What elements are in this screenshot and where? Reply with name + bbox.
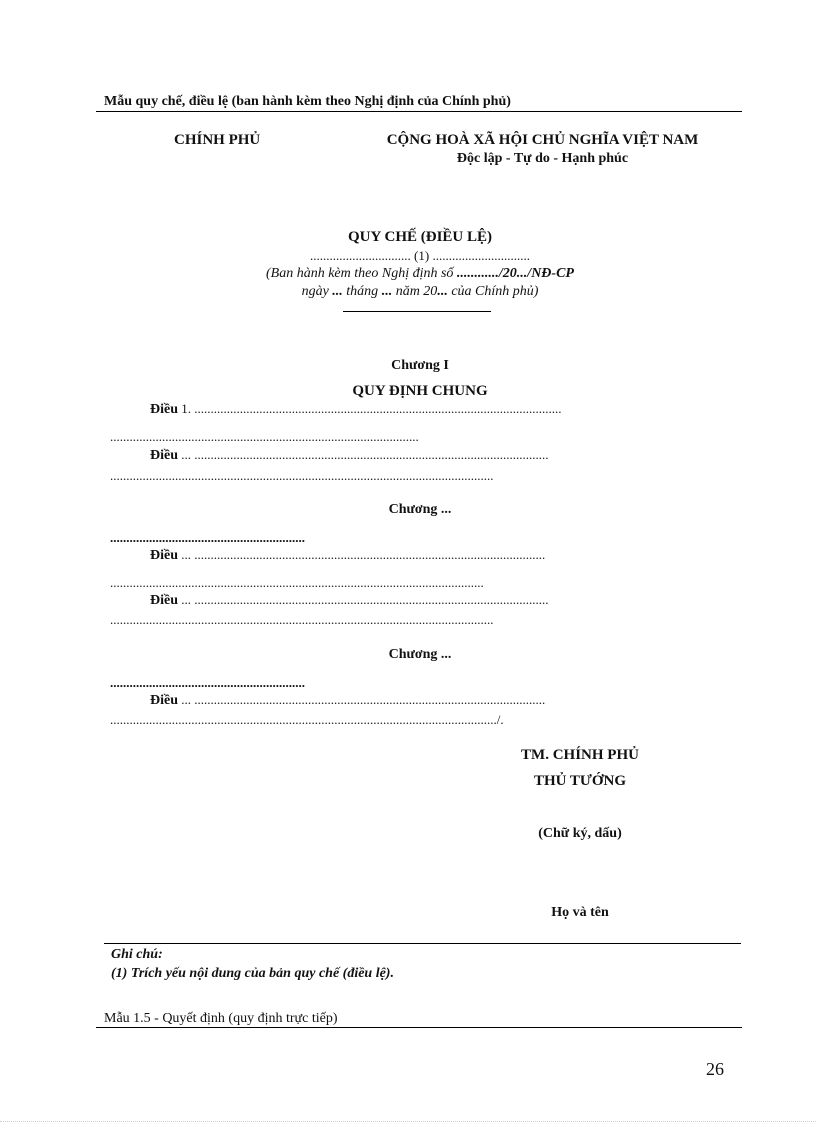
page-bottom-border: [0, 1121, 816, 1122]
header-rule: [96, 111, 742, 112]
issued-line-1: [200, 266, 640, 282]
next-form-title: Mẫu 1.5 - Quyết định (quy định trực tiếp): [104, 1011, 338, 1026]
decree-number: ............/20.../NĐ-CP: [456, 266, 574, 281]
article-text: ... ............................................................................................................: [178, 692, 546, 707]
article-label: Điều: [150, 693, 178, 708]
page-number: 26: [706, 1059, 724, 1079]
chapter-1-article-2: [150, 447, 549, 464]
chapter-1-article-2-cont: ......................................................................................................................: [110, 468, 494, 483]
agency-name: CHÍNH PHỦ: [174, 132, 261, 148]
article-text: ... .............................................................................................................: [178, 592, 549, 607]
chapter-1-label: Chương I: [391, 358, 449, 373]
chapter-3-article-1: [150, 692, 545, 709]
signature-note: (Chữ ký, dấu): [538, 826, 622, 841]
issued-line-2-d: của Chính phủ): [447, 284, 539, 299]
issued-year-dots: ...: [437, 284, 448, 299]
issued-line-1-text: (Ban hành kèm theo Nghị định số: [266, 266, 457, 281]
article-text: ... ............................................................................................................: [178, 547, 546, 562]
chapter-2-article-2-cont: ......................................................................................................................: [110, 612, 494, 627]
chapter-3-label: Chương ...: [388, 647, 452, 662]
issued-line-2-b: tháng: [342, 284, 382, 299]
chapter-2-article-2: [150, 592, 549, 609]
form-header-title: Mẫu quy chế, điều lệ (ban hành kèm theo Nghị định của Chính phủ): [104, 94, 511, 109]
notes-heading: Ghi chú:: [111, 947, 163, 962]
chapter-1-article-1-cont: ...............................................................................................: [110, 429, 419, 444]
issued-line-2: [200, 284, 640, 300]
title-underline: [343, 311, 491, 312]
document-subtitle: ............................... (1) ..............................: [310, 248, 530, 263]
chapter-1-article-1: [150, 401, 562, 418]
chapter-3-article-1-cont: ......................................................................................................................./.: [110, 712, 504, 727]
signature-on-behalf: TM. CHÍNH PHỦ: [521, 747, 639, 763]
chapter-2-article-1: [150, 547, 545, 564]
issued-month-dots: ...: [381, 284, 393, 299]
signer-name: Họ và tên: [551, 905, 609, 920]
national-motto: CỘNG HOÀ XÃ HỘI CHỦ NGHĨA VIỆT NAM: [386, 132, 699, 148]
national-slogan: Độc lập - Tự do - Hạnh phúc: [456, 151, 629, 166]
article-text: ... .............................................................................................................: [178, 447, 549, 462]
document-title: QUY CHẾ (ĐIỀU LỆ): [347, 229, 493, 245]
issued-day-dots: ...: [332, 284, 343, 299]
article-label: Điều: [150, 548, 178, 563]
issued-line-2-a: ngày: [301, 284, 333, 299]
signature-position: THỦ TƯỚNG: [533, 773, 627, 789]
notes-rule: [104, 943, 741, 944]
chapter-2-label: Chương ...: [388, 502, 452, 517]
article-label: Điều: [150, 402, 178, 417]
notes-item-1: (1) Trích yếu nội dung của bản quy chế (điều lệ).: [111, 966, 394, 981]
issued-line-2-c: năm 20: [392, 284, 438, 299]
chapter-3-title: ............................................................: [110, 675, 305, 690]
article-text: 1. .................................................................................................................: [178, 401, 562, 416]
next-form-rule: [96, 1027, 742, 1028]
chapter-2-article-1-cont: ...................................................................................................................: [110, 575, 484, 590]
chapter-2-title: ............................................................: [110, 530, 305, 545]
article-label: Điều: [150, 448, 178, 463]
article-label: Điều: [150, 593, 178, 608]
chapter-1-title: QUY ĐỊNH CHUNG: [352, 383, 488, 399]
